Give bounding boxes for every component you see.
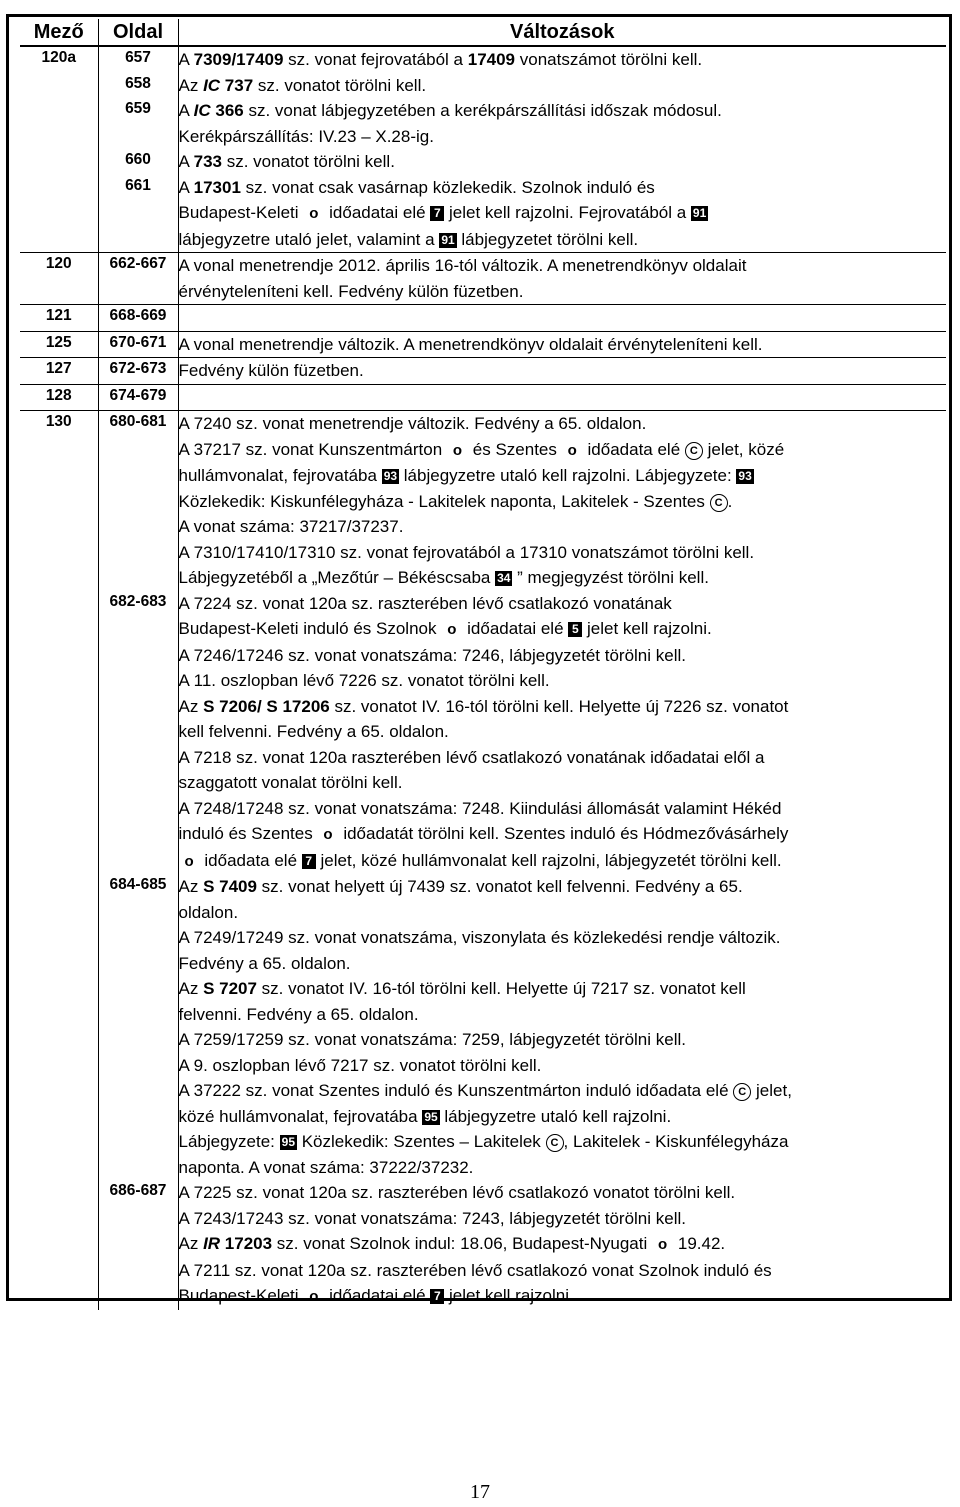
table-header-row [20,19,946,46]
table-row [20,46,946,73]
cell-mezo [20,1180,98,1310]
table-row [20,305,946,332]
header-mezo: Mező [20,19,98,46]
cell-oldal: 672-673 [98,358,178,385]
cell-mezo [20,175,98,253]
cell-mezo [20,874,98,1180]
cell-valtozas: Fedvény külön füzetben. [178,358,946,385]
cell-mezo: 120a [20,46,98,73]
cell-valtozas: A 7309/17409 sz. vonat fejrovatából a 17409 vonatszámot törölni kell. [178,50,703,69]
cell-valtozas: A IC 366 sz. vonat lábjegyzetében a kerékpárszállítási időszak módosul. Kerékpárszállítás: IV.23 – X.28-ig. [178,101,722,146]
cell-oldal: 668-669 [98,305,178,332]
table-row [20,98,946,149]
table-row [20,73,946,99]
cell-valtozas: A 17301 sz. vonat csak vasárnap közlekedik. Szolnok induló és Budapest-Keleti o időadatai elé 7 jelet kell rajzolni. Fejrovatából a 91 lábjegyzetre utaló jelet, valamint a 91 lábjegyzetet törölni kell. [178,177,707,249]
cell-valtozas: A 7240 sz. vonat menetrendje változik. Fedvény a 65. oldalon. A 37217 sz. vonat Kunszentmárton o és Szentes o időadata elé C jelet, közé hullámvonalat, fejrovatába 93 lábjegyzetre utaló kell rajzolni. Lábjegyzete: 93 Közlekedik: Kiskunfélegyháza - Lakitelek naponta, Lakitelek - Szentes C . A vonat száma: 37217/37237. A 7310/17410/17310 sz. vonat fejrovatából a 17310 vonatszámot törölni kell. Lábjegyzetéből a „Mezőtúr – Békéscsaba 34 ” megjegyzést törölni kell. [178,411,946,591]
table-row [20,253,946,305]
table-row [20,384,946,411]
table-row [20,874,946,1180]
cell-oldal: 658 [98,73,178,99]
cell-mezo: 130 [20,411,98,591]
cell-mezo [20,73,98,99]
cell-oldal: 659 [98,98,178,149]
cell-valtozas: A vonal menetrendje változik. A menetrendkönyv oldalait érvényteleníteni kell. [178,331,946,358]
cell-valtozas: A 7224 sz. vonat 120a sz. raszterében lévő csatlakozó vonatának Budapest-Keleti induló és Szolnok o időadatai elé 5 jelet kell rajzolni. A 7246/17246 sz. vonat vonatszáma: 7246, lábjegyzetét törölni kell. A 11. oszlopban lévő 7226 sz. vonatot törölni kell. Az S 7206/ S 17206 sz. vonatot IV. 16-tól törölni kell. Helyette új 7226 sz. vonatot kell felvenni. Fedvény a 65. oldalon. A 7218 sz. vonat 120a raszterében lévő csatlakozó vonatának időadatai elől a szaggatott vonalat törölni kell. A 7248/17248 sz. vonat vonatszáma: 7248. Kiindulási állomását valamint Hékéd induló és Szentes o időadatát törölni kell. Szentes induló és Hódmezővásárhely o időadata elé 7 jelet, közé hullámvonalat kell rajzolni, lábjegyzetét törölni kell. [178,593,789,870]
table-row [20,358,946,385]
cell-mezo: 128 [20,384,98,411]
header-oldal: Oldal [98,19,178,46]
cell-mezo: 127 [20,358,98,385]
cell-oldal: 674-679 [98,384,178,411]
header-valtozasok: Változások [178,19,946,46]
cell-mezo [20,591,98,875]
table-row [20,175,946,253]
cell-mezo: 125 [20,331,98,358]
cell-mezo: 121 [20,305,98,332]
cell-oldal: 662-667 [98,253,178,305]
table-row [20,411,946,591]
cell-valtozas [178,384,946,411]
changes-table [20,19,946,1310]
cell-mezo [20,98,98,149]
page-number: 17 [470,1481,490,1503]
cell-oldal: 660 [98,149,178,175]
cell-oldal: 661 [98,175,178,253]
cell-valtozas: A 7225 sz. vonat 120a sz. raszterében lévő csatlakozó vonatot törölni kell. A 7243/17243 sz. vonat vonatszáma: 7243, lábjegyzetét törölni kell. Az IR 17203 sz. vonat Szolnok indul: 18.06, Budapest-Nyugati o 19.42. A 7211 sz. vonat 120a sz. raszterében lévő csatlakozó vonat Szolnok induló és Budapest-Keleti o időadatai elé 7 jelet kell rajzolni. [178,1183,772,1305]
cell-oldal: 680-681 [98,411,178,591]
cell-oldal: 684-685 [98,874,178,1180]
cell-mezo: 120 [20,253,98,305]
cell-mezo [20,149,98,175]
cell-valtozas: A 733 sz. vonatot törölni kell. [178,152,395,171]
table-row [20,1180,946,1310]
cell-oldal: 686-687 [98,1180,178,1310]
table-row [20,591,946,875]
cell-oldal: 670-671 [98,331,178,358]
cell-oldal: 657 [98,46,178,73]
cell-valtozas: Az IC 737 sz. vonatot törölni kell. [178,75,427,95]
cell-valtozas [178,305,946,332]
table-row [20,331,946,358]
cell-valtozas: Az S 7409 sz. vonat helyett új 7439 sz. vonatot kell felvenni. Fedvény a 65. oldalon. A 7249/17249 sz. vonat vonatszáma, viszonylata és közlekedési rendje változik. Fedvény a 65. oldalon. Az S 7207 sz. vonatot IV. 16-tól törölni kell. Helyette új 7217 sz. vonatot kell felvenni. Fedvény a 65. oldalon. A 7259/17259 sz. vonat vonatszáma: 7259, lábjegyzetét törölni kell. A 9. oszlopban lévő 7217 sz. vonatot törölni kell. A 37222 sz. vonat Szentes induló és Kunszentmárton induló időadata elé C jelet, közé hullámvonalat, fejrovatába 95 lábjegyzetre utaló kell rajzolni. Lábjegyzete: 95 Közlekedik: Szentes – Lakitelek C , Lakitelek - Kiskunfélegyháza naponta. A vonat száma: 37222/37232. [178,877,792,1177]
cell-valtozas: A vonal menetrendje 2012. április 16-tól változik. A menetrendkönyv oldalait érvényteleníteni kell. Fedvény külön füzetben. [178,253,946,305]
table-row [20,149,946,175]
cell-oldal: 682-683 [98,591,178,875]
